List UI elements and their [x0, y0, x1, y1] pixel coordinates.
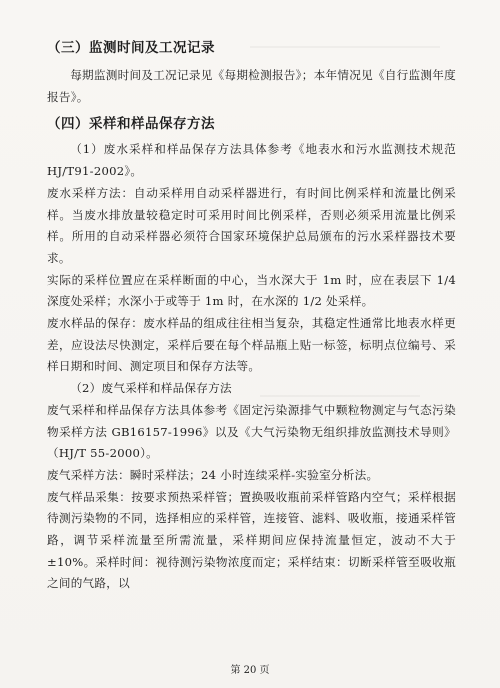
gas-reference: 废气采样和样品保存方法具体参考《固定污染源排气中颗粒物测定与气态污染物采样方法 GB16157-1996》以及《大气污染物无组织排放监测技术导则》（HJ/T 55-2000）。 — [47, 402, 456, 461]
wastewater-intro: （1）废水采样和样品保存方法具体参考《地表水和污水监测技术规范HJ/T91-2002》。 — [47, 142, 456, 179]
section-3-paragraph: 每期监测时间及工况记录见《每期检测报告》；本年情况见《自行监测年度报告》。 — [47, 68, 456, 104]
section-4-heading: （四）采样和样品保存方法 — [47, 116, 215, 133]
page-number: 第 20 页 — [230, 665, 270, 676]
section-3-heading: （三）监测时间及工况记录 — [47, 40, 215, 56]
sampling-position: 实际的采样位置应在采样断面的中心，当水深大于 1m 时，应在表层下 1/4 深度处采样；水深小于或等于 1m 时，在水深的 1/2 处采样。 — [47, 272, 456, 309]
gas-sample-collection: 废气样品采集：按要求预热采样管；置换吸收瓶前采样管路内空气；采样根据待测污染物的不同，选择相应的采样管，连接管、滤料、吸收瓶，接通采样管路，调节采样流量至所需流量，采样期间应保持流量恒定，波动不大于±10%。采样时间：视待测污染物浓度而定；采样结束：切断采样管至吸收瓶之间的气路，以 — [47, 489, 456, 591]
wastewater-sampling-method: 废水采样方法：自动采样用自动采样器进行，有时间比例采样和流量比例采样。当废水排放量较稳定时可采用时间比例采样，否则必须采用流量比例采样。所用的自动采样器必须符合国家环境保护总局颁布的污水采样器技术要求。 — [47, 185, 456, 265]
wastewater-sample-storage: 废水样品的保存：废水样品的组成往往相当复杂，其稳定性通常比地表水样更差，应设法尽快测定，采样后要在每个样品瓶上贴一标签，标明点位编号、采样日期和时间、测定项目和保存方法等。 — [47, 316, 456, 374]
gas-sampling-method: 废气采样方法：瞬时采样法；24 小时连续采样-实验室分析法。 — [47, 467, 379, 482]
body-text — [47, 38, 456, 595]
gas-subheading: （2）废气采样和样品保存方法 — [70, 381, 232, 396]
